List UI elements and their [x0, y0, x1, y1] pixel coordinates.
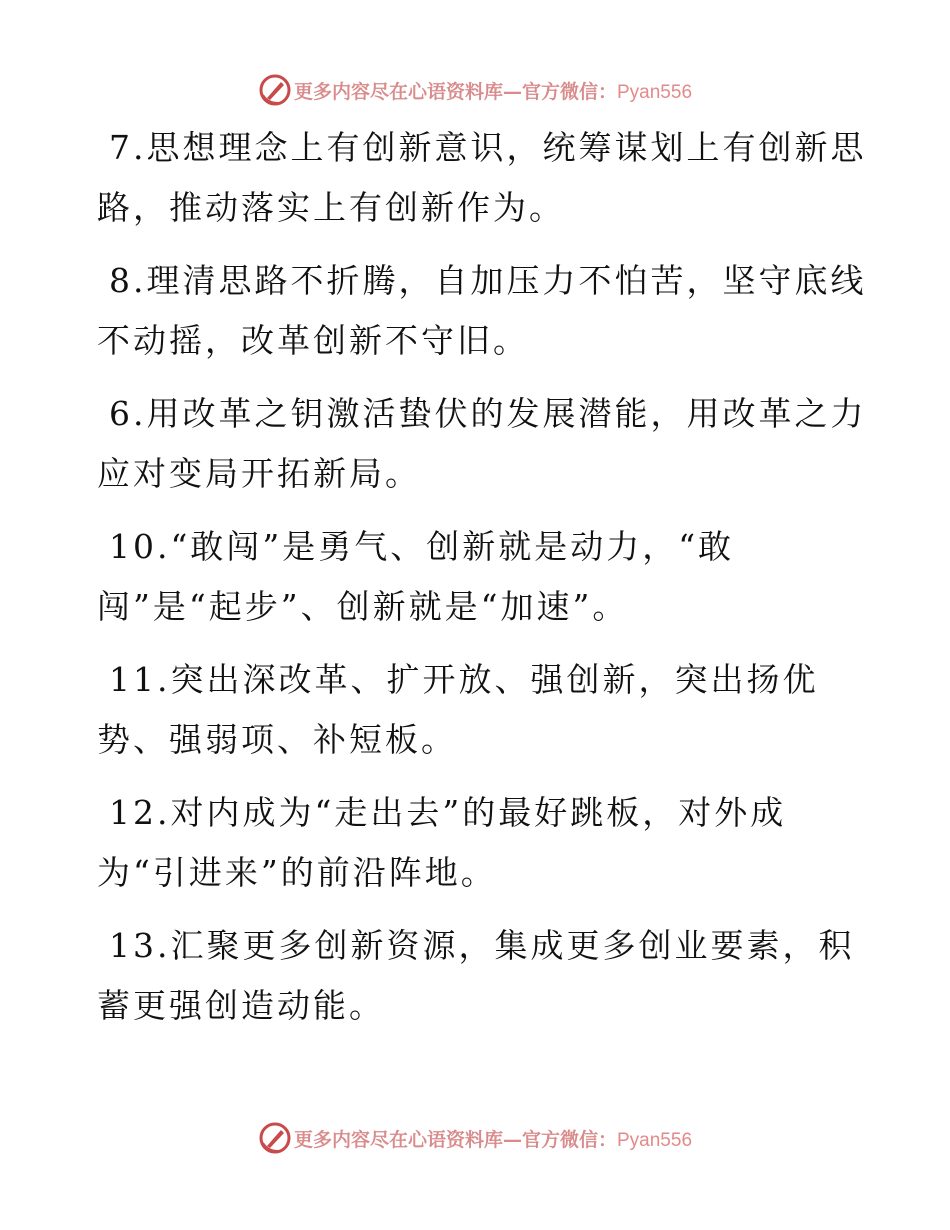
watermark-wechat-id: Pyan556 [617, 1129, 693, 1151]
header-watermark [0, 70, 950, 110]
paragraph-item-7: 7.思想理念上有创新意识，统筹谋划上有创新思路，推动落实上有创新作为。 [97, 128, 867, 227]
paragraph-item-13: 13.汇聚更多创新资源，集成更多创业要素，积蓄更强创造动能。 [97, 926, 855, 1025]
watermark-wechat-id: Pyan556 [617, 81, 693, 103]
document-body [97, 118, 877, 1049]
paragraph-item-8: 8.理清思路不折腾，自加压力不怕苦，坚守底线不动摇，改革创新不守旧。 [97, 261, 867, 360]
paragraph-item-12: 12.对内成为“走出去”的最好跳板，对外成为“引进来”的前沿阵地。 [97, 793, 787, 892]
footer-watermark [0, 1118, 950, 1158]
quill-pen-logo-icon [258, 73, 292, 107]
paragraph-item-11: 11.突出深改革、扩开放、强创新，突出扬优势、强弱项、补短板。 [97, 660, 819, 759]
paragraph-item-10: 10.“敢闯”是勇气、创新就是动力，“敢闯”是“起步”、创新就是“加速”。 [97, 527, 735, 626]
watermark-text: 更多内容尽在心语资料库—官方微信：Pyan556 [293, 1128, 693, 1151]
watermark-text: 更多内容尽在心语资料库—官方微信：Pyan556 [293, 80, 693, 103]
paragraph-item-6: 6.用改革之钥激活蛰伏的发展潜能，用改革之力应对变局开拓新局。 [97, 394, 867, 493]
quill-pen-logo-icon [258, 1121, 292, 1155]
